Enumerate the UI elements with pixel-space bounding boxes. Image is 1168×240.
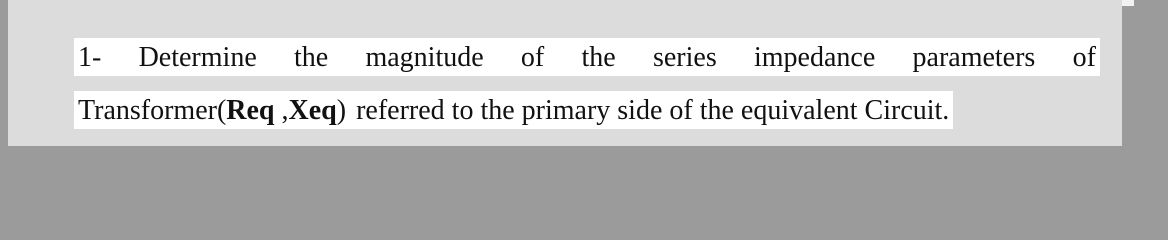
question-suffix: referred to the primary side of the equivalent Circuit. [356, 94, 950, 126]
question-number: 1- [78, 41, 102, 73]
word: magnitude [365, 41, 484, 73]
page-edge [1122, 0, 1134, 6]
word: parameters [912, 41, 1036, 73]
word: Determine [138, 41, 257, 73]
question-line-1 [74, 38, 1100, 76]
transformer-prefix: Transformer( [78, 94, 227, 126]
word: impedance [753, 41, 876, 73]
separator: , [274, 94, 289, 126]
word: the [581, 41, 616, 73]
word: of [1072, 41, 1096, 73]
xeq-symbol: Xeq [288, 94, 337, 126]
req-symbol: Req [226, 94, 275, 126]
word: of [520, 41, 545, 73]
close-paren: ) [336, 94, 347, 126]
word: series [652, 41, 717, 73]
question-line-2 [74, 91, 953, 129]
word: the [294, 41, 329, 73]
